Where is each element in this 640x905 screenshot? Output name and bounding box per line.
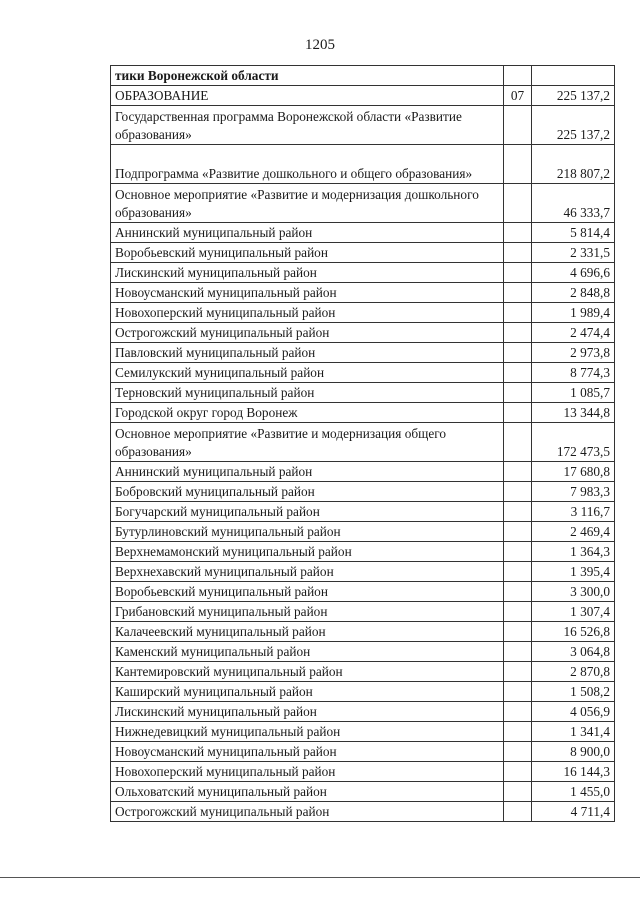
row-code-cell	[504, 482, 532, 502]
row-amount-cell: 225 137,2	[532, 106, 615, 145]
row-name-cell: Терновский муниципальный район	[111, 383, 504, 403]
row-amount-cell: 2 474,4	[532, 323, 615, 343]
row-name-cell: Нижнедевицкий муниципальный район	[111, 722, 504, 742]
row-amount-cell: 1 455,0	[532, 782, 615, 802]
row-code-cell	[504, 106, 532, 145]
table-row	[111, 662, 615, 682]
table-row	[111, 283, 615, 303]
table-row	[111, 223, 615, 243]
row-amount-cell: 225 137,2	[532, 86, 615, 106]
row-name-cell: Острогожский муниципальный район	[111, 323, 504, 343]
table-row	[111, 403, 615, 423]
row-name-cell: Воробьевский муниципальный район	[111, 582, 504, 602]
row-amount-cell: 2 469,4	[532, 522, 615, 542]
row-name-cell: Городской округ город Воронеж	[111, 403, 504, 423]
row-amount-cell: 5 814,4	[532, 223, 615, 243]
row-name-cell: Лискинский муниципальный район	[111, 702, 504, 722]
row-name-cell: Бутурлиновский муниципальный район	[111, 522, 504, 542]
row-name-cell: Острогожский муниципальный район	[111, 802, 504, 822]
row-code-cell	[504, 802, 532, 822]
row-code-cell	[504, 263, 532, 283]
row-name-cell: Каменский муниципальный район	[111, 642, 504, 662]
row-name-cell: Верхнемамонский муниципальный район	[111, 542, 504, 562]
row-name-cell: Семилукский муниципальный район	[111, 363, 504, 383]
table-row	[111, 86, 615, 106]
table-row	[111, 145, 615, 184]
row-amount-cell: 1 989,4	[532, 303, 615, 323]
row-name-cell: Ольховатский муниципальный район	[111, 782, 504, 802]
row-code-cell	[504, 423, 532, 462]
row-name-cell: Основное мероприятие «Развитие и модернизация дошкольного образования»	[111, 184, 504, 223]
table-row	[111, 722, 615, 742]
row-name-cell: Новохоперский муниципальный район	[111, 303, 504, 323]
row-name-cell: тики Воронежской области	[111, 66, 504, 86]
row-code-cell	[504, 303, 532, 323]
bottom-rule	[0, 877, 640, 878]
row-name-cell: Кантемировский муниципальный район	[111, 662, 504, 682]
row-amount-cell: 1 341,4	[532, 722, 615, 742]
row-amount-cell: 4 056,9	[532, 702, 615, 722]
row-amount-cell: 1 307,4	[532, 602, 615, 622]
row-amount-cell: 1 395,4	[532, 562, 615, 582]
row-code-cell	[504, 145, 532, 184]
row-code-cell	[504, 462, 532, 482]
row-amount-cell: 4 696,6	[532, 263, 615, 283]
row-amount-cell: 2 870,8	[532, 662, 615, 682]
row-code-cell	[504, 682, 532, 702]
table-row	[111, 423, 615, 462]
table-row	[111, 323, 615, 343]
row-code-cell	[504, 184, 532, 223]
row-name-cell: Новоусманский муниципальный район	[111, 283, 504, 303]
table-row	[111, 522, 615, 542]
row-amount-cell: 3 116,7	[532, 502, 615, 522]
row-name-cell: Государственная программа Воронежской области «Развитие образования»	[111, 106, 504, 145]
row-code-cell	[504, 662, 532, 682]
table-row	[111, 363, 615, 383]
table-row	[111, 243, 615, 263]
row-amount-cell: 8 774,3	[532, 363, 615, 383]
table-row	[111, 562, 615, 582]
table-row	[111, 482, 615, 502]
table-row	[111, 343, 615, 363]
row-amount-cell: 4 711,4	[532, 802, 615, 822]
row-amount-cell: 13 344,8	[532, 403, 615, 423]
row-code-cell	[504, 782, 532, 802]
row-code-cell	[504, 383, 532, 403]
table-row	[111, 802, 615, 822]
row-code-cell	[504, 522, 532, 542]
page-number: 1205	[305, 37, 335, 53]
table-row	[111, 106, 615, 145]
table-row	[111, 602, 615, 622]
row-amount-cell: 46 333,7	[532, 184, 615, 223]
row-name-cell: Основное мероприятие «Развитие и модернизация общего образования»	[111, 423, 504, 462]
row-code-cell	[504, 502, 532, 522]
row-name-cell: Подпрограмма «Развитие дошкольного и общего образования»	[111, 145, 504, 184]
row-amount-cell: 3 064,8	[532, 642, 615, 662]
row-name-cell: Каширский муниципальный район	[111, 682, 504, 702]
row-name-cell: Воробьевский муниципальный район	[111, 243, 504, 263]
table-row	[111, 542, 615, 562]
row-code-cell	[504, 223, 532, 243]
table-row	[111, 502, 615, 522]
table-row	[111, 184, 615, 223]
row-amount-cell: 2 848,8	[532, 283, 615, 303]
row-name-cell: Верхнехавский муниципальный район	[111, 562, 504, 582]
row-code-cell	[504, 283, 532, 303]
row-name-cell: Бобровский муниципальный район	[111, 482, 504, 502]
row-name-cell: Аннинский муниципальный район	[111, 462, 504, 482]
row-amount-cell: 17 680,8	[532, 462, 615, 482]
row-code-cell	[504, 363, 532, 383]
table-row	[111, 462, 615, 482]
row-amount-cell: 16 526,8	[532, 622, 615, 642]
row-code-cell: 07	[504, 86, 532, 106]
table-row	[111, 303, 615, 323]
row-code-cell	[504, 582, 532, 602]
table-row	[111, 66, 615, 86]
table-row	[111, 642, 615, 662]
row-name-cell: Лискинский муниципальный район	[111, 263, 504, 283]
row-amount-cell: 3 300,0	[532, 582, 615, 602]
row-amount-cell: 1 085,7	[532, 383, 615, 403]
table-row	[111, 263, 615, 283]
row-code-cell	[504, 702, 532, 722]
row-name-cell: ОБРАЗОВАНИЕ	[111, 86, 504, 106]
row-code-cell	[504, 66, 532, 86]
table-row	[111, 582, 615, 602]
row-amount-cell: 7 983,3	[532, 482, 615, 502]
row-name-cell: Новоусманский муниципальный район	[111, 742, 504, 762]
row-code-cell	[504, 722, 532, 742]
row-amount-cell: 16 144,3	[532, 762, 615, 782]
table-row	[111, 622, 615, 642]
budget-table-body	[111, 66, 615, 822]
table-row	[111, 702, 615, 722]
table-row	[111, 782, 615, 802]
row-amount-cell: 172 473,5	[532, 423, 615, 462]
row-code-cell	[504, 762, 532, 782]
row-amount-cell: 1 364,3	[532, 542, 615, 562]
budget-table	[110, 65, 615, 822]
row-name-cell: Богучарский муниципальный район	[111, 502, 504, 522]
table-row	[111, 762, 615, 782]
row-name-cell: Грибановский муниципальный район	[111, 602, 504, 622]
row-amount-cell: 218 807,2	[532, 145, 615, 184]
row-code-cell	[504, 542, 532, 562]
row-amount-cell: 8 900,0	[532, 742, 615, 762]
row-code-cell	[504, 403, 532, 423]
row-name-cell: Калачеевский муниципальный район	[111, 622, 504, 642]
row-name-cell: Аннинский муниципальный район	[111, 223, 504, 243]
row-amount-cell: 1 508,2	[532, 682, 615, 702]
row-name-cell: Новохоперский муниципальный район	[111, 762, 504, 782]
row-amount-cell	[532, 66, 615, 86]
row-code-cell	[504, 642, 532, 662]
row-code-cell	[504, 323, 532, 343]
row-code-cell	[504, 602, 532, 622]
table-row	[111, 742, 615, 762]
row-code-cell	[504, 343, 532, 363]
row-amount-cell: 2 973,8	[532, 343, 615, 363]
row-code-cell	[504, 622, 532, 642]
row-amount-cell: 2 331,5	[532, 243, 615, 263]
row-code-cell	[504, 243, 532, 263]
row-name-cell: Павловский муниципальный район	[111, 343, 504, 363]
table-row	[111, 682, 615, 702]
row-code-cell	[504, 742, 532, 762]
table-row	[111, 383, 615, 403]
row-code-cell	[504, 562, 532, 582]
